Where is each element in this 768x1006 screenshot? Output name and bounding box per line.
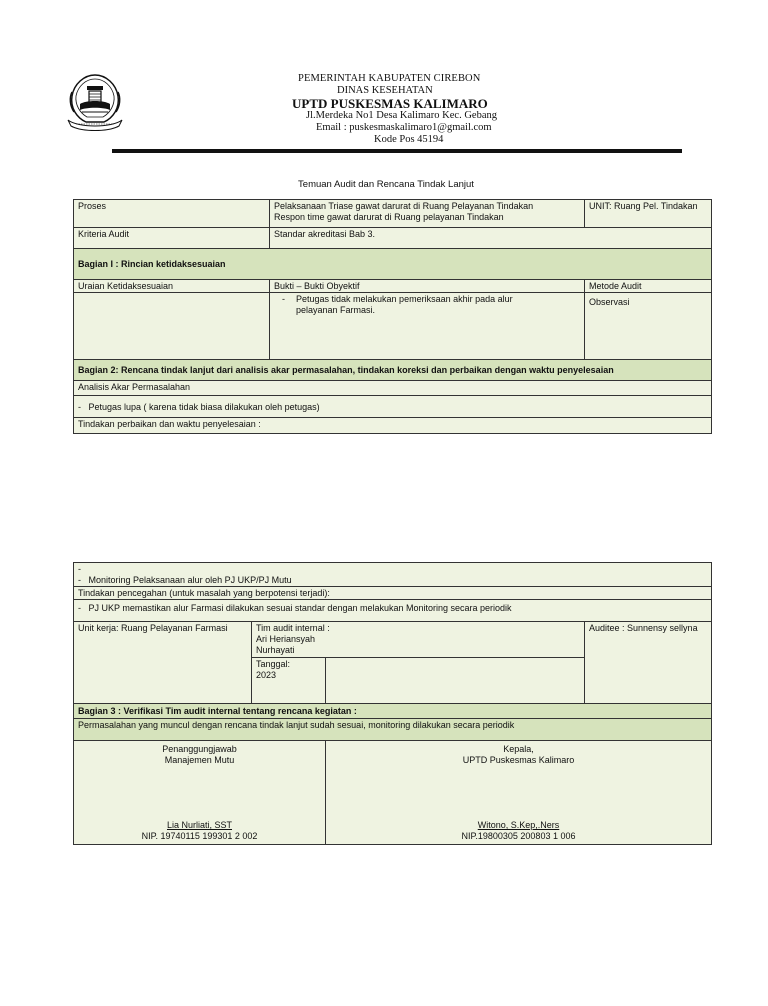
header-institution: UPTD PUSKESMAS KALIMARO [292,96,488,111]
metode-value: Observasi [585,293,712,360]
tanggal-cell: Tanggal: 2023 [252,658,326,704]
sign-left-nip: NIP. 19740115 199301 2 002 [141,831,258,841]
col-uraian-header: Uraian Ketidaksesuaian [74,280,270,293]
sign-left: Penanggungjawab Manajemen Mutu Lia Nurliati, SST NIP. 19740115 199301 2 002 [74,741,326,845]
header-department: DINAS KESEHATAN [337,85,433,96]
header-postcode: Kode Pos 45194 [374,134,444,145]
header-email: Email : puskesmaskalimaro1@gmail.com [316,122,492,133]
header-divider [112,149,682,153]
bukti-cell: - Petugas tidak melakukan pemeriksaan akhir pada alur pelayanan Farmasi. [270,293,585,360]
cirebon-emblem-logo [66,72,124,132]
unit-kerja: Unit kerja: Ruang Pelayanan Farmasi [74,622,252,704]
auditee: Auditee : Sunnensy sellyna [585,622,712,704]
col-bukti-header: Bukti – Bukti Obyektif [270,280,585,293]
kriteria-value: Standar akreditasi Bab 3. [270,228,712,249]
proses-value: Pelaksanaan Triase gawat darurat di Ruang Pelayanan Tindakan Respon time gawat darurat di Ruang pelayanan Tindakan [270,200,585,228]
bukti-item: Petugas tidak melakukan pemeriksaan akhir pada alur pelayanan Farmasi. [296,294,513,315]
audit-findings-table [73,199,712,434]
verifikasi-text: Permasalahan yang muncul dengan rencana tindak lanjut sudah sesuai, monitoring dilakukan secara periodik [74,719,712,741]
bagian-3-heading: Bagian 3 : Verifikasi Tim audit internal tentang rencana kegiatan : [74,704,712,719]
bagian-2-heading: Bagian 2: Rencana tindak lanjut dari analisis akar permasalahan, tindakan koreksi dan perbaikan dengan waktu penyelesaian [74,360,712,381]
sign-right: Kepala, UPTD Puskesmas Kalimaro Witono, S.Kep,.Ners NIP.19800305 200803 1 006 [326,741,712,845]
pencegahan-label: Tindakan pencegahan (untuk masalah yang berpotensi terjadi): [74,587,712,600]
tindakan-label: Tindakan perbaikan dan waktu penyelesaian : [74,418,712,434]
monitoring-cell: - - Monitoring Pelaksanaan alur oleh PJ UKP/PJ Mutu [74,563,712,587]
sign-right-nip: NIP.19800305 200803 1 006 [461,831,576,841]
proses-label: Proses [74,200,270,228]
uraian-cell [74,293,270,360]
action-plan-table [73,562,712,845]
monitoring-item: Monitoring Pelaksanaan alur oleh PJ UKP/PJ Mutu [88,575,292,585]
analisis-item: - Petugas lupa ( karena tidak biasa dilakukan oleh petugas) [74,396,712,418]
tanggal-blank [326,658,585,704]
bagian-1-heading: Bagian I : Rincian ketidaksesuaian [74,249,712,280]
unit-value: UNIT: Ruang Pel. Tindakan [585,200,712,228]
analisis-label: Analisis Akar Permasalahan [74,381,712,396]
header-government: PEMERINTAH KABUPATEN CIREBON [298,73,481,84]
header-address: Jl.Merdeka No1 Desa Kalimaro Kec. Gebang [306,110,497,121]
document-title: Temuan Audit dan Rencana Tindak Lanjut [298,179,474,190]
kriteria-label: Kriteria Audit [74,228,270,249]
sign-right-name: Witono, S.Kep,.Ners [477,820,560,830]
col-metode-header: Metode Audit [585,280,712,293]
sign-left-name: Lia Nurliati, SST [166,820,233,830]
pencegahan-item: - PJ UKP memastikan alur Farmasi dilakukan sesuai standar dengan melakukan Monitoring secara periodik [74,600,712,622]
tim-audit: Tim audit internal : Ari Heriansyah Nurhayati [252,622,585,658]
